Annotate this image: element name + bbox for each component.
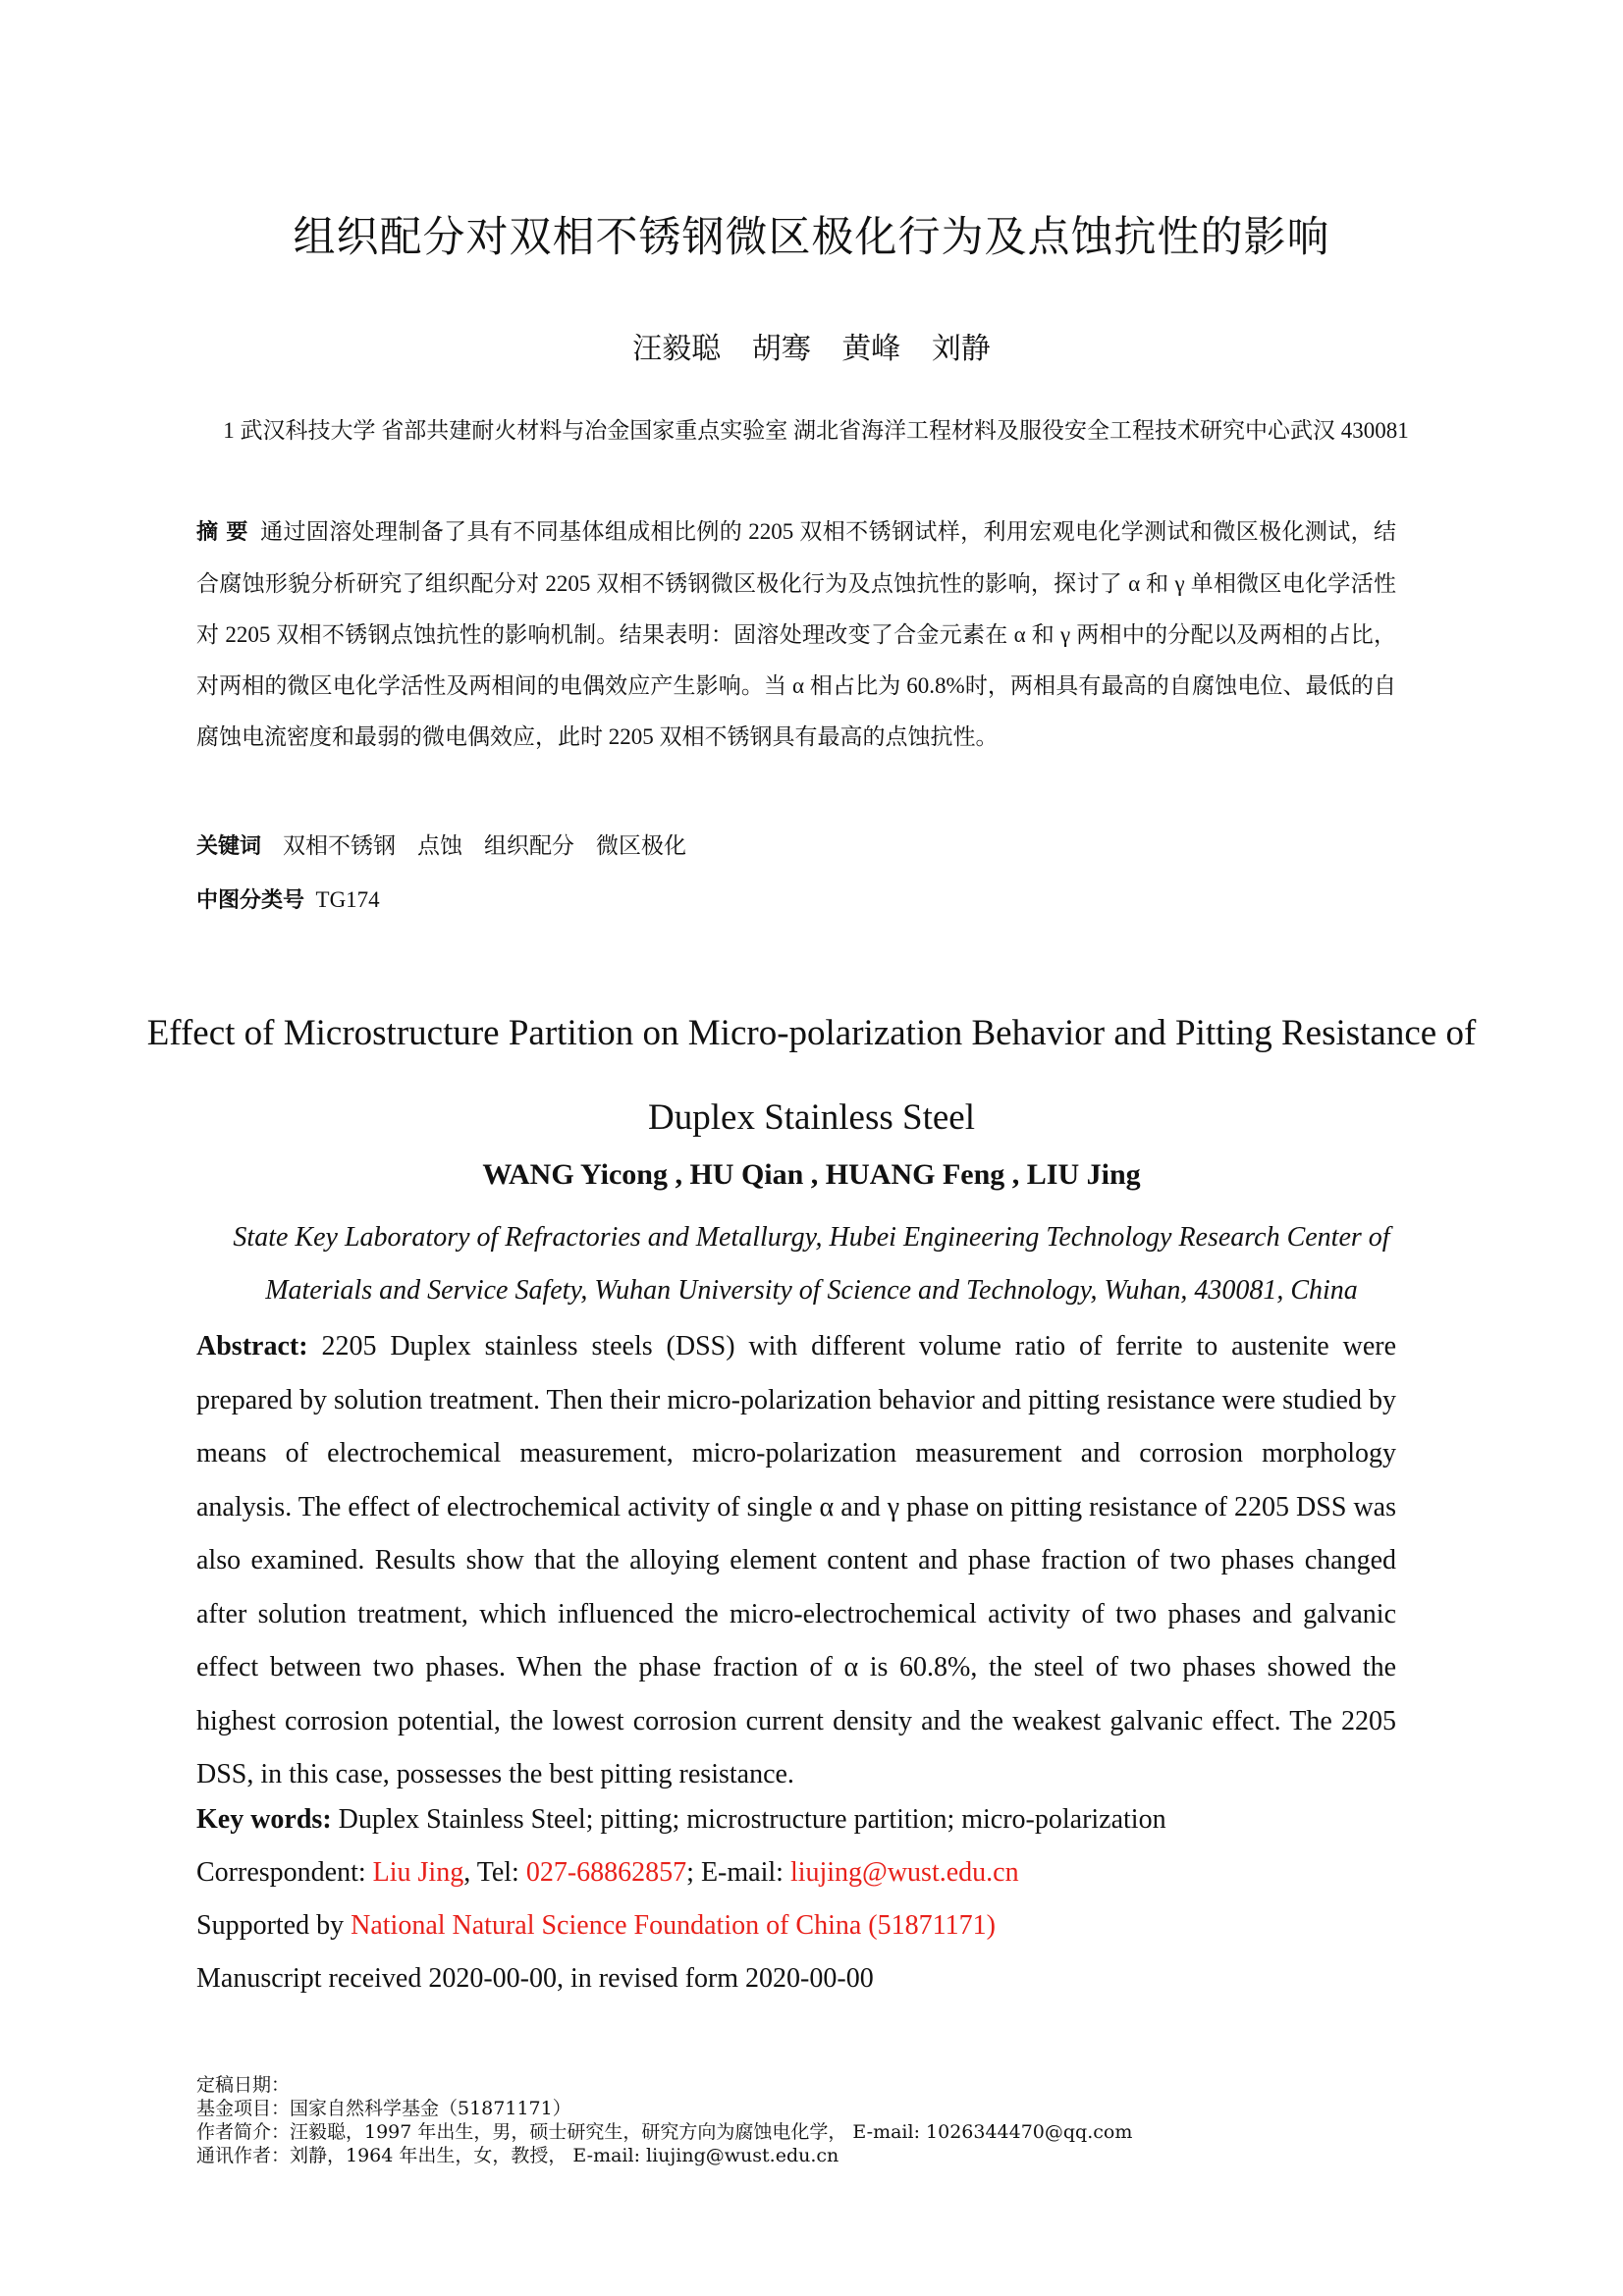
english-abstract-label: Abstract: [196,1331,308,1362]
email-link[interactable]: liujing@wust.edu.cn [789,1857,1019,1888]
classification-code: TG174 [315,887,380,912]
classification-label: 中图分类号 [196,888,305,913]
tel-label: , Tel: [463,1857,526,1888]
english-abstract [196,1320,1396,1802]
correspondent-line [196,1857,1019,1889]
chinese-abstract-label: 摘 要 [196,520,248,545]
chinese-authors [0,324,1623,367]
chinese-keywords [196,828,686,860]
english-abstract-text: 2205 Duplex stainless steels (DSS) with different volume ratio of ferrite to austenite were prepared by solution treatment. Then their micro-polarization behavior and pitting resistance were studied by means of electrochemical measurement, micro-polarization measurement and corrosion morphology analysis. The effect of electrochemical activity of single α and γ phase on pitting resistance of 2205 DSS was also examined. Results show that the alloying element content and phase fraction of two phases changed after solution treatment, which influenced the micro-electrochemical activity of two phases and galvanic effect between two phases. When the phase fraction of α is 60.8%, the steel of two phases showed the highest corrosion potential, the lowest corrosion current density and the weakest galvanic effect. The 2205 DSS, in this case, possesses the best pitting resistance. [196,1331,1396,1789]
keyword-cn-3: 组织配分 [484,833,575,858]
footnote-fund: 基金项目：国家自然科学基金（51871171） [196,2098,571,2119]
chinese-abstract-text: 通过固溶处理制备了具有不同基体组成相比例的 2205 双相不锈钢试样，利用宏观电化学测试和微区极化测试，结合腐蚀形貌分析研究了组织配分对 2205 双相不锈钢微区极化行为及点蚀抗性的影响，探讨了 α 和 γ 单相微区电化学活性对 2205 双相不锈钢点蚀抗性的影响机制。结果表明：固溶处理改变了合金元素在 α 和 γ 两相中的分配以及两相的占比，对两相的微区电化学活性及两相间的电偶效应产生影响。当 α 相占比为 60.8%时，两相具有最高的自腐蚀电位、最低的自腐蚀电流密度和最弱的微电偶效应，此时 2205 双相不锈钢具有最高的点蚀抗性。 [196,519,1397,749]
chinese-classification [196,883,380,914]
supported-line [196,1910,996,1942]
manuscript-line: Manuscript received 2020-00-00, in revised form 2020-00-00 [196,1963,874,1994]
correspondent-label: Correspondent: [196,1857,373,1888]
supported-label: Supported by [196,1910,352,1941]
english-keywords-label: Key words: [196,1804,332,1835]
author-cn-4: 刘静 [931,332,991,366]
keyword-cn-2: 点蚀 [417,833,463,858]
chinese-abstract [196,507,1396,763]
english-keywords [196,1804,1166,1836]
footnote-author: 作者简介：汪毅聪，1997 年出生，男，硕士研究生，研究方向为腐蚀电化学， E-mail: 1026344470@qq.com [196,2121,1133,2143]
author-cn-3: 黄峰 [841,332,901,366]
author-cn-2: 胡骞 [751,332,811,366]
english-affiliation: State Key Laboratory of Refractories and Metallurgy, Hubei Engineering Technology Research Center of Materials and Service Safety, Wuhan University of Science and Technology, Wuhan, 430081, China [233,1222,1390,1306]
supported-foundation: National Natural Science Foundation of China (51871171) [351,1910,996,1941]
author-cn-1: 汪毅聪 [632,332,722,366]
footnotes [196,2073,1132,2167]
english-keywords-text: Duplex Stainless Steel; pitting; microstructure partition; micro-polarization [338,1804,1166,1835]
keyword-cn-1: 双相不锈钢 [283,833,397,858]
chinese-affiliation: 1 武汉科技大学 省部共建耐火材料与冶金国家重点实验室 湖北省海洋工程材料及服役安全工程技术研究中心武汉 430081 [223,418,1409,443]
chinese-keywords-label: 关键词 [196,834,262,859]
english-authors: WANG Yicong , HU Qian , HUANG Feng , LIU Jing [482,1158,1141,1191]
tel-number: 027-68862857 [525,1857,687,1888]
keyword-cn-4: 微区极化 [596,833,687,858]
footnote-date: 定稿日期： [196,2074,291,2096]
correspondent-name: Liu Jing [372,1857,464,1888]
email-label: ; E-mail: [686,1857,790,1888]
chinese-title: 组织配分对双相不锈钢微区极化行为及点蚀抗性的影响 [293,213,1330,262]
footnote-correspondent: 通讯作者：刘静，1964 年出生，女，教授， E-mail: liujing@wust.edu.cn [196,2145,839,2166]
english-title: Effect of Microstructure Partition on Micro-polarization Behavior and Pitting Resistance of Duplex Stainless Steel [146,1013,1477,1138]
